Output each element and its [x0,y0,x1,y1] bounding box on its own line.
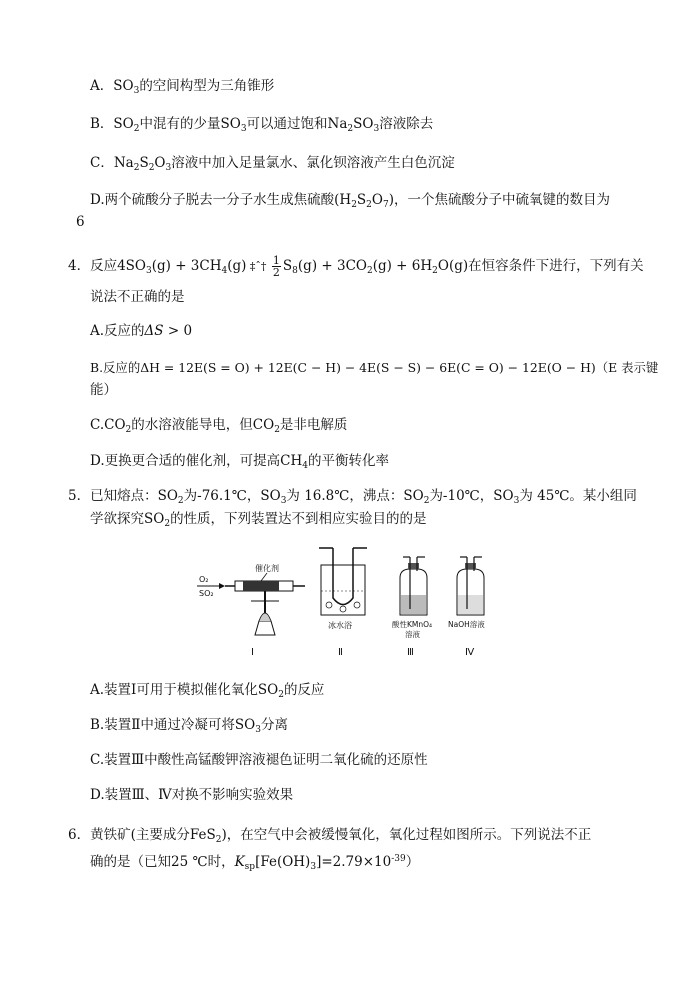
label-roman-4: Ⅳ [465,647,475,658]
q4-option-b-cont: 能） [90,382,117,398]
apparatus-2 [319,548,367,658]
q3-option-d: D.两个硫酸分子脱去一分子水生成焦硫酸$(H_2S_2O_7)$，一个焦硫酸分子中硫氧键的数目为 [90,192,610,210]
label-roman-2: Ⅱ [338,647,343,658]
q4-fraction: $\frac{1}{2}$ [272,254,280,279]
q4-option-c: $C.CO_2$的水溶液能导电，但$CO_2$是非电解质 [90,417,348,435]
q4-option-a: A.反应的ΔS > 0 [90,323,193,339]
naoh-label: NaOH溶液 [448,620,485,629]
q4-stem-line2: 说法不正确的是 [90,289,185,305]
q3-option-d-cont: 6 [76,214,85,230]
q3-option-b: B．$SO_2$中混有的少量$SO_3$可以通过饱和$Na_2SO_3$溶液除去 [90,116,434,134]
apparatus-figure [195,543,515,658]
o2-label: O₂ [199,575,209,584]
kmno4-label: 酸性KMnO₄ [392,620,433,629]
label-roman-3: Ⅲ [407,647,414,658]
kmno4-label-2: 溶液 [405,630,420,639]
so2-label: SO₂ [199,589,214,598]
q5-option-d: D.装置Ⅲ、Ⅳ对换不影响实验效果 [90,787,294,803]
q4-option-d: D.更换更合适的催化剂，可提高$CH_4$的平衡转化率 [90,453,389,471]
q3-option-c: C．$Na_2S_2O_3$溶液中加入足量氯水、氯化钡溶液产生白色沉淀 [90,155,455,173]
q4-stem: 4．反应$4SO_3(g) + 3CH_4(g)$ ‡ˆ† $\frac{1}{2}$ $S_8(g) + 3CO_2(g) + 6H_2O(g)$在恒容条件下进行，下列有关 [68,254,644,279]
q5-option-c: C.装置Ⅲ中酸性高锰酸钾溶液褪色证明二氧化硫的还原性 [90,752,428,768]
apparatus-4 [448,557,485,658]
apparatus-1 [197,563,305,658]
q5-stem: 5．已知熔点：$SO_2$为-76.1℃，$SO_3$为 16.8℃，沸点：$SO_2$为-10℃，$SO_3$为 45℃。某小组同 [68,488,637,506]
q5-stem-line2: 学欲探究$SO_2$的性质，下列装置达不到相应实验目的的是 [90,511,427,529]
apparatus-3 [392,557,432,658]
q5-option-a: A.装置Ⅰ可用于模拟催化氧化$SO_2$的反应 [90,682,325,700]
q5-option-b: B.装置Ⅱ中通过冷凝可将$SO_3$分离 [90,717,288,735]
q6-stem-line2: 确的是（已知25 ℃时，$K_{sp}[Fe(OH)_3]=2.79\times 10^{-39}$） [90,854,420,872]
label-roman-1: Ⅰ [251,647,254,658]
q3-option-a: A．$SO_3$的空间构型为三角锥形 [90,78,275,96]
catalyst-label: 催化剂 [255,564,279,573]
q6-stem: 6．黄铁矿(主要成分FeS$_2$)，在空气中会被缓慢氧化，氧化过程如图所示。下列说法不正 [68,827,592,845]
ice-bath-label: 冰水浴 [328,621,352,630]
q4-option-b: B.反应的ΔH = 12E(S = O) + 12E(C − H) − 4E(S − S) − 6E(C = O) − 12E(O − H)（E 表示键 [90,360,659,375]
